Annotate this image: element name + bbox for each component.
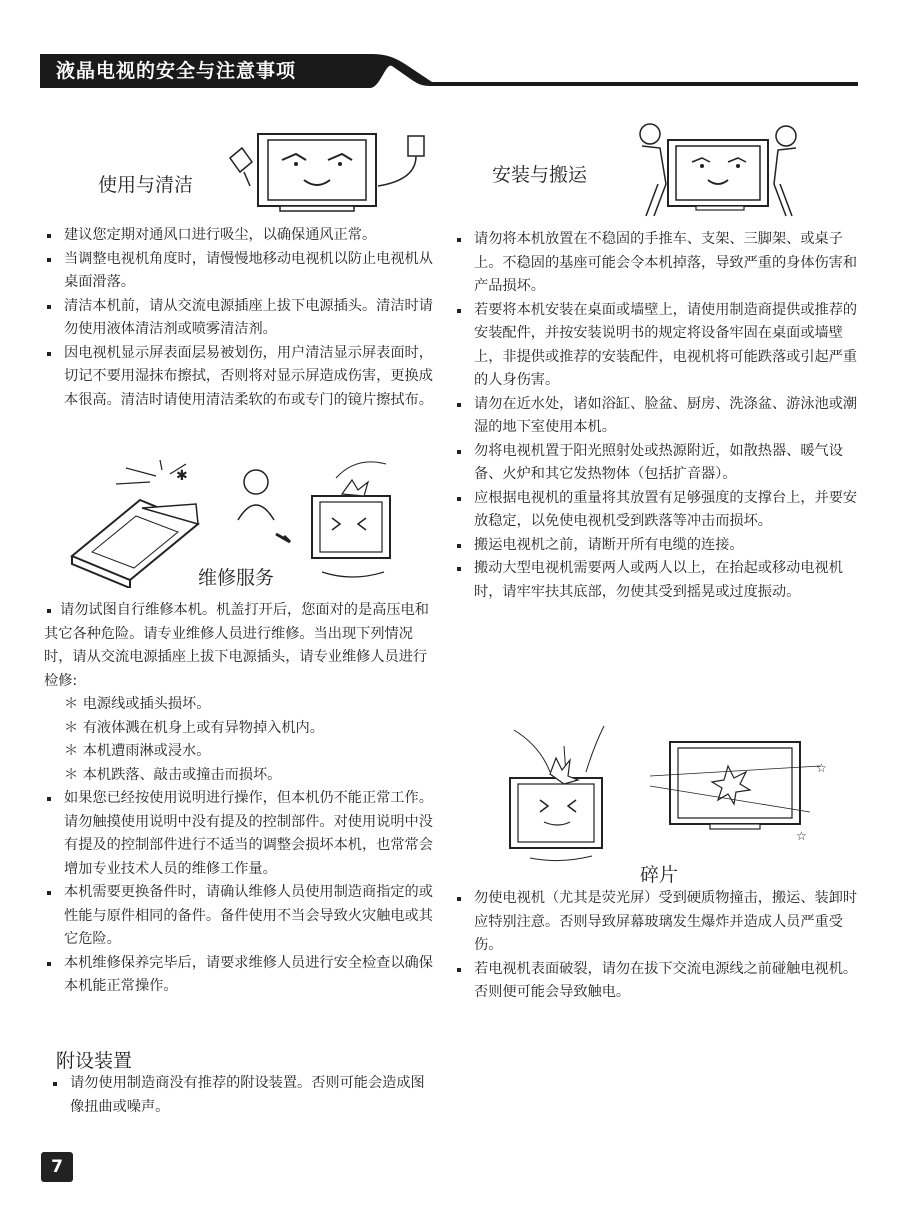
usage-list [44, 224, 444, 412]
repair-item: 本机维修保养完毕后，请要求维修人员进行安全检查以确保本机能正常操作。 [44, 952, 440, 999]
shatter-illustration [500, 716, 860, 866]
shatter-title: 碎片 [640, 864, 679, 886]
repair-intro: 请勿试图自行维修本机。机盖打开后，您面对的是高压电和其它各种危险。请专业维修人员进行维修。当出现下列情况时，请从交流电源插座上拔下电源插头，请专业维修人员进行检修: [44, 599, 440, 693]
repair-title: 维修服务 [198, 567, 275, 589]
repair-case: ＊ 本机跌落、敲击或撞击而损坏。 [64, 766, 282, 783]
install-item: 勿将电视机置于阳光照射处或热源附近，如散热器、暖气设备、火炉和其它发热物体（包括扩音器）。 [454, 440, 858, 487]
repair-item: 本机需要更换备件时，请确认维修人员使用制造商指定的或性能与原件相同的备件。备件使用不当会导致火灾触电或其它危险。 [44, 881, 440, 952]
accessories-item: 请勿使用制造商没有推荐的附设装置。否则可能会造成图像扭曲或噪声。 [50, 1072, 430, 1119]
tv-moving-illustration [636, 120, 808, 220]
star-glyph: ☆ [796, 829, 807, 843]
usage-item: 清洁本机前，请从交流电源插座上拔下电源插头。清洁时请勿使用液体清洁剂或喷雾清洁剂。 [44, 295, 444, 342]
usage-item: 因电视机显示屏表面层易被划伤，用户清洁显示屏表面时，切记不要用湿抹布擦拭，否则将对显示屏造成伤害，更换成本很高。清洁时请使用清洁柔软的布或专门的镜片擦拭布。 [44, 342, 444, 413]
repair-list [44, 599, 440, 999]
repair-item: 如果您已经按使用说明进行操作，但本机仍不能正常工作。请勿触摸使用说明中没有提及的控制部件。对使用说明中没有提及的控制部件进行不适当的调整会损坏本机，也常常会增加专业技术人员的维修工作量。 [44, 787, 440, 881]
spark-glyph: ✱ [176, 468, 188, 484]
repair-case: ＊ 有液体溅在机身上或有异物掉入机内。 [64, 719, 324, 736]
install-item: 请勿在近水处，诸如浴缸、脸盆、厨房、洗涤盆、游泳池或潮湿的地下室使用本机。 [454, 393, 858, 440]
install-list [454, 228, 858, 604]
repair-case: ＊ 电源线或插头损坏。 [64, 696, 211, 712]
install-item: 搬动大型电视机需要两人或两人以上，在抬起或移动电视机时，请牢牢扶其底部，勿使其受到摇晃或过度振动。 [454, 557, 858, 604]
header-band [40, 48, 858, 92]
repair-case: ＊ 本机遭雨淋或浸水。 [64, 743, 211, 759]
install-item: 应根据电视机的重量将其放置有足够强度的支撑台上，并要安放稳定，以免使电视机受到跌落等冲击而损坏。 [454, 487, 858, 534]
install-item: 请勿将本机放置在不稳固的手推车、支架、三脚架、或桌子上。不稳固的基座可能会令本机掉落，导致严重的身体伤害和产品损坏。 [454, 228, 858, 299]
shatter-list [454, 887, 858, 1005]
shatter-item: 若电视机表面破裂，请勿在拔下交流电源线之前碰触电视机。否则便可能会导致触电。 [454, 958, 858, 1005]
usage-item: 当调整电视机角度时，请慢慢地移动电视机以防止电视机从桌面滑落。 [44, 248, 444, 295]
shatter-item: 勿使电视机（尤其是荧光屏）受到硬质物撞击，搬运、装卸时应特别注意。否则导致屏幕玻璃发生爆炸并造成人员严重受伤。 [454, 887, 858, 958]
accessories-list [50, 1072, 430, 1119]
page-number: 7 [41, 1152, 73, 1182]
usage-item: 建议您定期对通风口进行吸尘，以确保通风正常。 [44, 224, 444, 248]
star-glyph: ☆ [816, 761, 827, 775]
usage-title: 使用与清洁 [98, 174, 194, 196]
header-title: 液晶电视的安全与注意事项 [56, 60, 297, 82]
install-title: 安装与搬运 [492, 164, 588, 186]
install-item: 搬运电视机之前，请断开所有电缆的连接。 [454, 534, 858, 558]
accessories-title: 附设装置 [56, 1050, 133, 1072]
tv-cleaning-illustration [222, 128, 434, 218]
install-item: 若要将本机安装在桌面或墙壁上，请使用制造商提供或推荐的安装配件，并按安装说明书的规定将设备牢固在桌面或墙壁上，非提供或推荐的安装配件，电视机将可能跌落或引起严重的人身伤害。 [454, 299, 858, 393]
